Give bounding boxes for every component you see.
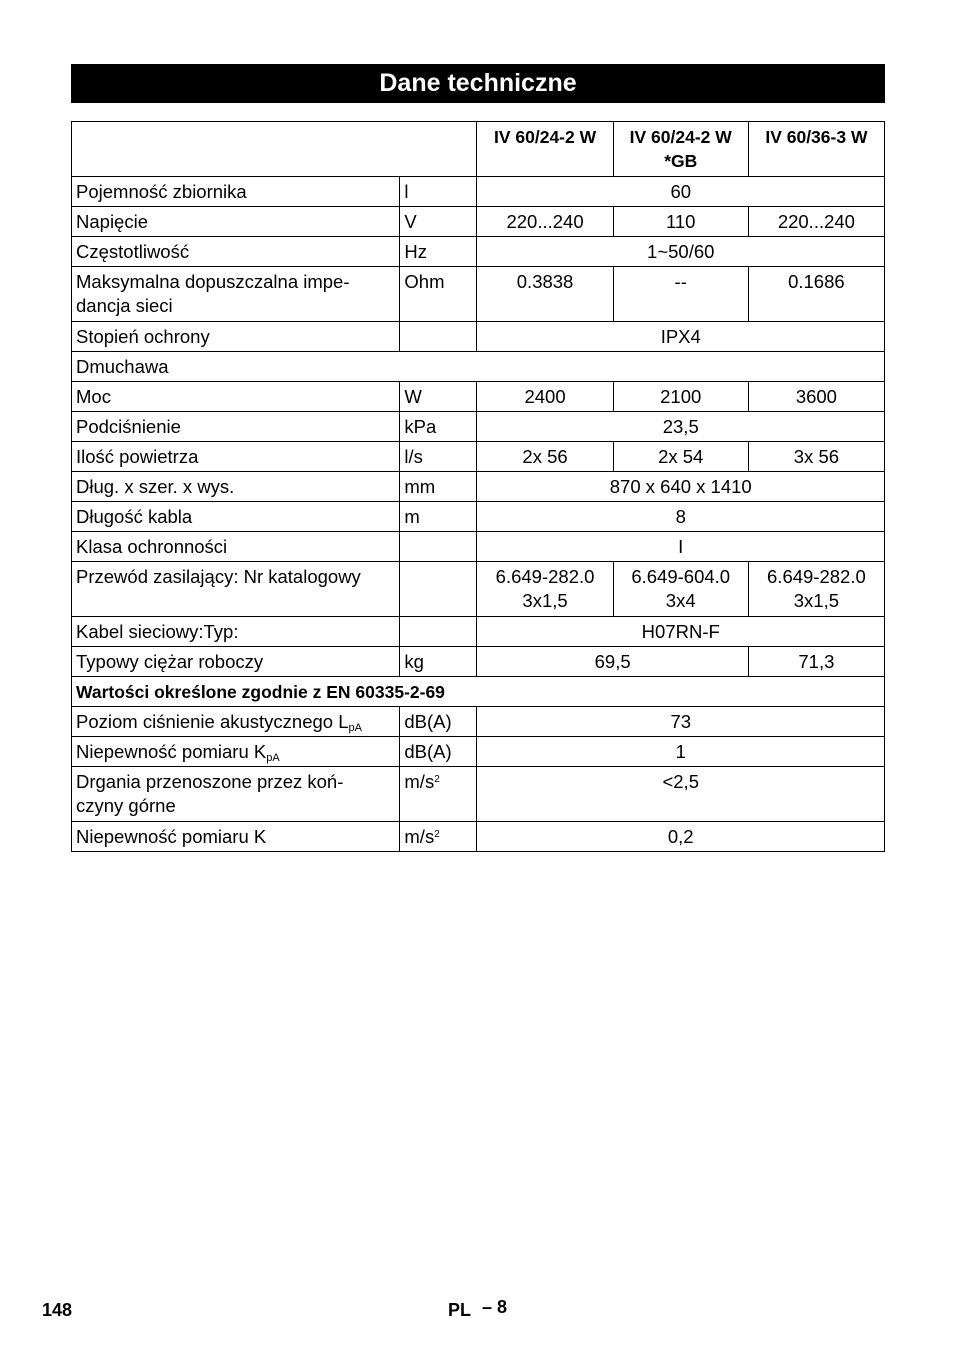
table-row bbox=[72, 237, 885, 267]
row-value: 2400 bbox=[477, 382, 613, 412]
row-value: 0.1686 bbox=[748, 267, 884, 322]
page-title: Dane techniczne bbox=[71, 64, 885, 103]
row-value: 60 bbox=[477, 177, 885, 207]
row-value: 0.3838 bbox=[477, 267, 613, 322]
row-unit: m bbox=[400, 502, 477, 532]
row-value: 71,3 bbox=[748, 647, 884, 677]
row-value: 1 bbox=[477, 737, 885, 767]
row-label: Pojemność zbiornika bbox=[72, 177, 400, 207]
section-row bbox=[72, 677, 885, 707]
unit-text: m/s bbox=[404, 826, 435, 847]
section-page-number: – 8 bbox=[482, 1297, 508, 1317]
technical-data-table bbox=[71, 121, 885, 852]
row-value: 110 bbox=[613, 207, 748, 237]
column-header: IV 60/24-2 W bbox=[477, 122, 613, 177]
column-header: IV 60/36-3 W bbox=[748, 122, 884, 177]
table-row bbox=[72, 267, 885, 322]
table-row bbox=[72, 207, 885, 237]
value-line: 3x4 bbox=[665, 590, 696, 611]
row-value bbox=[748, 562, 884, 617]
row-unit bbox=[400, 617, 477, 647]
row-value: I bbox=[477, 532, 885, 562]
row-label-text: Poziom ciśnienie akustycznego L bbox=[76, 711, 349, 732]
row-label-line: Maksymalna dopuszczalna impe- bbox=[76, 271, 350, 292]
table-row bbox=[72, 647, 885, 677]
row-label bbox=[72, 767, 400, 822]
language-code: PL bbox=[448, 1300, 472, 1320]
row-label-line: Drgania przenoszone przez koń- bbox=[76, 771, 344, 792]
row-label: Kabel sieciowy:Typ: bbox=[72, 617, 400, 647]
row-unit: l bbox=[400, 177, 477, 207]
table-row bbox=[72, 472, 885, 502]
row-value: <2,5 bbox=[477, 767, 885, 822]
table-row bbox=[72, 737, 885, 767]
row-unit: mm bbox=[400, 472, 477, 502]
row-label-line: czyny górne bbox=[76, 795, 176, 816]
table-row bbox=[72, 322, 885, 352]
row-unit bbox=[400, 532, 477, 562]
row-unit: Hz bbox=[400, 237, 477, 267]
table-row bbox=[72, 767, 885, 822]
row-value bbox=[477, 562, 613, 617]
row-label: Dług. x szer. x wys. bbox=[72, 472, 400, 502]
table-row bbox=[72, 412, 885, 442]
column-header bbox=[613, 122, 748, 177]
row-unit: W bbox=[400, 382, 477, 412]
table-row bbox=[72, 617, 885, 647]
row-label: Podciśnienie bbox=[72, 412, 400, 442]
row-value: H07RN-F bbox=[477, 617, 885, 647]
row-unit bbox=[400, 767, 477, 822]
row-value: 8 bbox=[477, 502, 885, 532]
table-row bbox=[72, 177, 885, 207]
row-label: Typowy ciężar roboczy bbox=[72, 647, 400, 677]
row-label: Niepewność pomiaru K bbox=[72, 822, 400, 852]
row-label-text: Niepewność pomiaru K bbox=[76, 741, 267, 762]
table-row bbox=[72, 442, 885, 472]
row-value: 220...240 bbox=[748, 207, 884, 237]
row-label bbox=[72, 267, 400, 322]
row-value: 2x 56 bbox=[477, 442, 613, 472]
unit-text: m/s bbox=[404, 771, 435, 792]
section-label: Wartości określone zgodnie z EN 60335-2-69 bbox=[72, 677, 885, 707]
table-row bbox=[72, 382, 885, 412]
row-label: Stopień ochrony bbox=[72, 322, 400, 352]
row-value: 2x 54 bbox=[613, 442, 748, 472]
subscript: pA bbox=[266, 752, 280, 764]
row-value: -- bbox=[613, 267, 748, 322]
value-line: 3x1,5 bbox=[522, 590, 568, 611]
row-value: IPX4 bbox=[477, 322, 885, 352]
subscript: pA bbox=[348, 722, 362, 734]
row-label: Moc bbox=[72, 382, 400, 412]
row-value: 3600 bbox=[748, 382, 884, 412]
row-value: 23,5 bbox=[477, 412, 885, 442]
row-value bbox=[613, 562, 748, 617]
row-value: 2100 bbox=[613, 382, 748, 412]
row-label bbox=[72, 737, 400, 767]
row-value: 0,2 bbox=[477, 822, 885, 852]
row-value: 870 x 640 x 1410 bbox=[477, 472, 885, 502]
section-label: Dmuchawa bbox=[72, 352, 885, 382]
header-empty-cell bbox=[72, 122, 477, 177]
table-row bbox=[72, 707, 885, 737]
column-header-line: IV 60/24-2 W bbox=[629, 127, 732, 147]
row-unit bbox=[400, 562, 477, 617]
row-value: 69,5 bbox=[477, 647, 748, 677]
row-value: 73 bbox=[477, 707, 885, 737]
row-label: Napięcie bbox=[72, 207, 400, 237]
row-label: Ilość powietrza bbox=[72, 442, 400, 472]
row-unit: V bbox=[400, 207, 477, 237]
row-label-line: dancja sieci bbox=[76, 295, 173, 316]
table-row bbox=[72, 822, 885, 852]
page-number: 148 bbox=[42, 1300, 73, 1320]
row-unit: l/s bbox=[400, 442, 477, 472]
row-unit: Ohm bbox=[400, 267, 477, 322]
row-unit bbox=[400, 322, 477, 352]
row-unit: dB(A) bbox=[400, 737, 477, 767]
value-line: 6.649-604.0 bbox=[631, 566, 731, 587]
row-unit bbox=[400, 822, 477, 852]
superscript: 2 bbox=[434, 774, 440, 785]
row-value: 1~50/60 bbox=[477, 237, 885, 267]
table-row bbox=[72, 502, 885, 532]
row-label: Przewód zasilający: Nr katalogowy bbox=[72, 562, 400, 617]
table-header-row bbox=[72, 122, 885, 177]
column-header-line: *GB bbox=[664, 151, 698, 171]
table-row bbox=[72, 562, 885, 617]
row-unit: kPa bbox=[400, 412, 477, 442]
row-label bbox=[72, 707, 400, 737]
value-line: 6.649-282.0 bbox=[495, 566, 595, 587]
row-label: Długość kabla bbox=[72, 502, 400, 532]
superscript: 2 bbox=[434, 829, 440, 840]
table-row bbox=[72, 532, 885, 562]
section-row bbox=[72, 352, 885, 382]
row-unit: kg bbox=[400, 647, 477, 677]
row-label: Częstotliwość bbox=[72, 237, 400, 267]
value-line: 3x1,5 bbox=[793, 590, 840, 611]
row-label: Klasa ochronności bbox=[72, 532, 400, 562]
row-value: 3x 56 bbox=[748, 442, 884, 472]
row-value: 220...240 bbox=[477, 207, 613, 237]
row-unit: dB(A) bbox=[400, 707, 477, 737]
value-line: 6.649-282.0 bbox=[767, 566, 866, 587]
